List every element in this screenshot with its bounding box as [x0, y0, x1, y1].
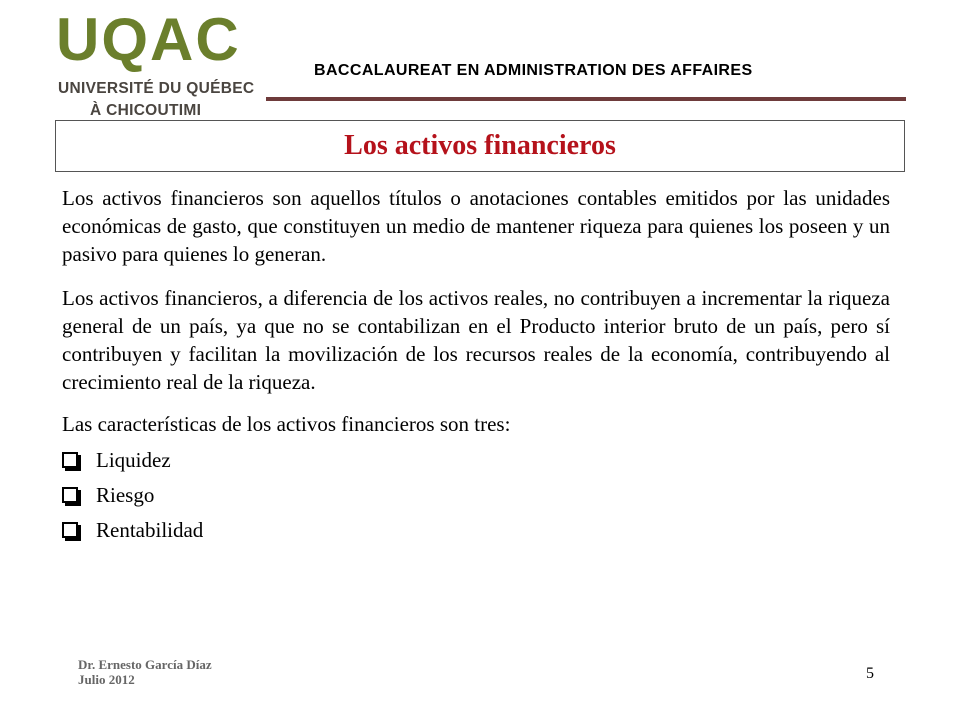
logo-university-line: UNIVERSITÉ DU QUÉBEC [58, 80, 255, 97]
logo-wordmark: UQAC [56, 6, 241, 73]
characteristics-intro: Las características de los activos financieros son tres: [62, 412, 511, 436]
list-item-label: Liquidez [96, 447, 171, 472]
page-number: 5 [866, 665, 874, 682]
paragraph-definition: Los activos financieros son aquellos títulos o anotaciones contables emitidos por las unidades económicas de gasto, que constituyen un medio de mantener riqueza para quienes los poseen y un pasivo para quienes lo generan. [62, 186, 890, 266]
slide-content [62, 184, 890, 547]
uqac-logo [56, 6, 266, 119]
checkbox-bullet-icon [62, 522, 78, 538]
slide-title-box [55, 120, 905, 172]
list-item-label: Rentabilidad [96, 517, 204, 542]
paragraph-comparison: Los activos financieros, a diferencia de los activos reales, no contribuyen a incrementar la riqueza general de un país, ya que no se contabilizan en el Producto interior bruto de un país, pero sí contribuyen y facilitan la movilización de los recursos reales de la economía, contribuyendo al crecimiento real de la riqueza. [62, 286, 890, 394]
list-item [62, 512, 890, 547]
presentation-date: Julio 2012 [78, 672, 135, 687]
characteristics-list [62, 442, 890, 547]
checkbox-bullet-icon [62, 487, 78, 503]
program-title: BACCALAUREAT EN ADMINISTRATION DES AFFAIRES [314, 62, 753, 79]
list-item-label: Riesgo [96, 482, 155, 507]
list-item [62, 442, 890, 477]
slide-title: Los activos financieros [344, 130, 616, 161]
list-item [62, 477, 890, 512]
header-divider [266, 97, 906, 101]
author-name: Dr. Ernesto García Díaz [78, 657, 212, 672]
footer-author-block [78, 657, 212, 687]
checkbox-bullet-icon [62, 452, 78, 468]
logo-city-line: À CHICOUTIMI [90, 102, 202, 119]
